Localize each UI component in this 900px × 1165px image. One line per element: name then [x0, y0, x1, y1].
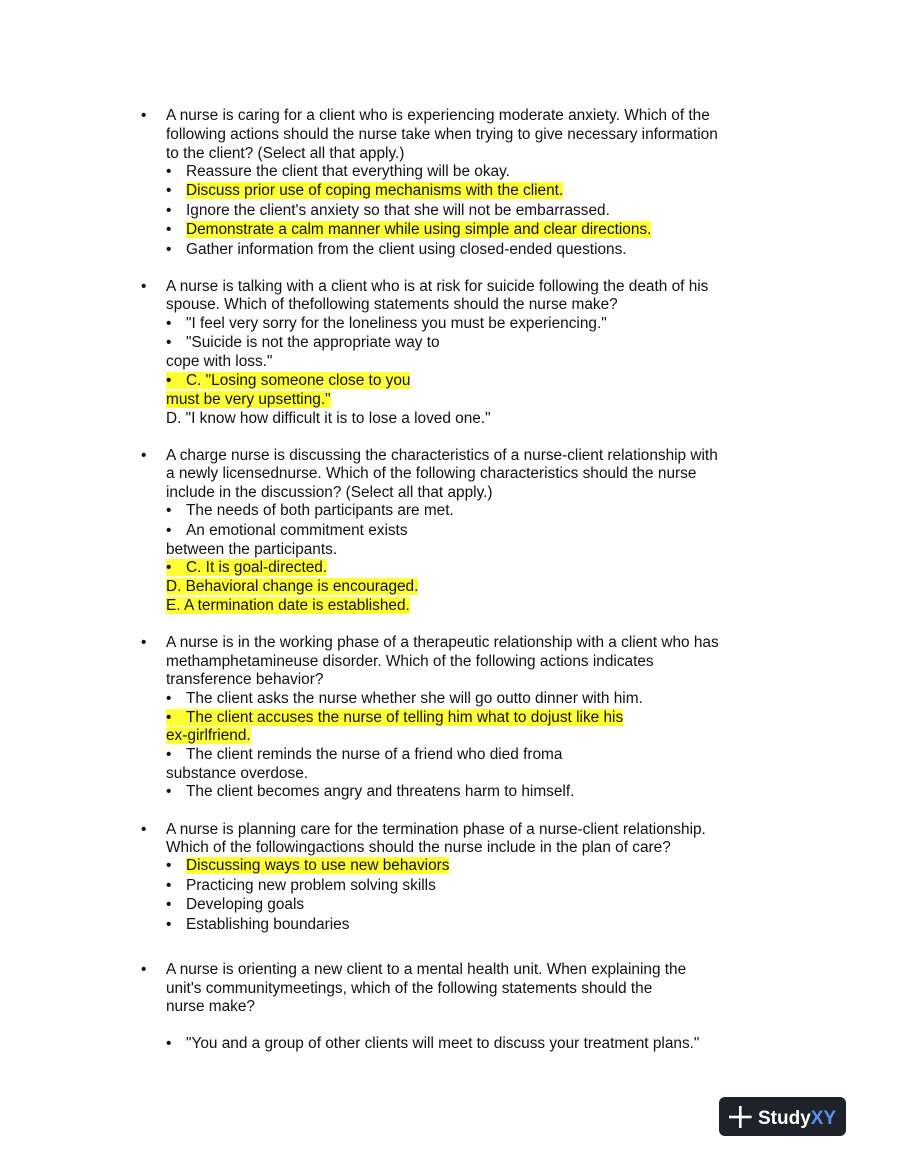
question-stem-line: spouse. Which of thefollowing statements should the nurse make? — [166, 296, 618, 313]
option-bullet: • — [166, 502, 172, 519]
question-stem-line: Which of the followingactions should the nurse include in the plan of care? — [166, 839, 671, 856]
option-bullet: • — [166, 163, 172, 180]
answer-option — [166, 240, 627, 259]
answer-option — [166, 333, 440, 352]
question-bullet: • — [141, 107, 147, 124]
question-stem-line: A nurse is planning care for the termination phase of a nurse-client relationship. — [166, 821, 706, 838]
option-bullet: • — [166, 877, 172, 894]
svg-text:StudyXY — [758, 1108, 836, 1129]
question-bullet: • — [141, 634, 147, 651]
answer-option — [166, 689, 643, 708]
option-bullet: • — [166, 896, 172, 913]
question-bullet: • — [141, 821, 147, 838]
option-bullet: • — [166, 916, 172, 933]
question-stem-line: nurse make? — [166, 998, 255, 1015]
option-text: Gather information from the client using closed-ended questions. — [186, 241, 627, 258]
answer-option — [166, 915, 349, 934]
studyxy-wordmark — [727, 1102, 839, 1132]
option-bullet: • — [166, 746, 172, 763]
question-stem-line: A nurse is talking with a client who is at risk for suicide following the death of his — [166, 278, 709, 295]
option-bullet: • — [166, 221, 172, 238]
answer-option — [166, 501, 454, 520]
answer-option-correct — [166, 181, 563, 200]
option-bullet: • — [166, 783, 172, 800]
option-text: The client reminds the nurse of a friend who died froma — [186, 746, 563, 763]
option-text: The needs of both participants are met. — [186, 502, 454, 519]
option-text: "Suicide is not the appropriate way to — [186, 334, 440, 351]
answer-option — [166, 521, 408, 540]
logo-text-accent: XY — [810, 1107, 836, 1129]
answer-option-correct — [166, 558, 327, 577]
option-bullet: • — [166, 182, 172, 199]
option-text-highlighted: E. A termination date is established. — [166, 597, 410, 614]
question-stem-line: a newly licensednurse. Which of the following characteristics should the nurse — [166, 465, 697, 482]
answer-option — [166, 201, 610, 220]
option-text: Establishing boundaries — [186, 916, 350, 933]
option-bullet: • — [166, 559, 172, 576]
answer-option — [166, 1034, 699, 1053]
answer-option-correct — [166, 596, 410, 615]
option-text-highlighted: The client accuses the nurse of telling him what to dojust like his — [186, 709, 624, 726]
option-text: An emotional commitment exists — [186, 522, 408, 539]
option-bullet: • — [166, 857, 172, 874]
question-stem-line: A nurse is in the working phase of a therapeutic relationship with a client who has — [166, 634, 719, 651]
option-text-highlighted: D. Behavioral change is encouraged. — [166, 578, 419, 595]
option-text: Ignore the client's anxiety so that she will not be embarrassed. — [186, 202, 610, 219]
logo-text-main: Study — [757, 1107, 811, 1129]
option-bullet: • — [166, 241, 172, 258]
question-stem-line: transference behavior? — [166, 671, 324, 688]
option-text-highlighted: Discussing ways to use new behaviors — [186, 857, 450, 874]
answer-option-correct — [166, 371, 410, 390]
studyxy-logo — [719, 1097, 846, 1136]
answer-option-continuation: between the participants. — [166, 541, 338, 558]
plus-icon — [729, 1106, 752, 1128]
option-text-highlighted: C. It is goal-directed. — [186, 559, 328, 576]
question-stem-line: A nurse is orienting a new client to a mental health unit. When explaining the — [166, 961, 687, 978]
option-text-highlighted: Discuss prior use of coping mechanisms with the client. — [186, 182, 564, 199]
question-stem-line: A nurse is caring for a client who is experiencing moderate anxiety. Which of the — [166, 107, 710, 124]
option-text: The client becomes angry and threatens harm to himself. — [186, 783, 575, 800]
option-text: "You and a group of other clients will meet to discuss your treatment plans." — [186, 1035, 700, 1052]
answer-option — [166, 314, 607, 333]
option-bullet: • — [166, 709, 172, 726]
option-text: Practicing new problem solving skills — [186, 877, 436, 894]
question-stem-line: include in the discussion? (Select all that apply.) — [166, 484, 493, 501]
answer-option — [166, 162, 510, 181]
option-bullet: • — [166, 1035, 172, 1052]
answer-option-continuation — [166, 390, 331, 409]
answer-option-correct — [166, 220, 651, 239]
question-stem-line: A charge nurse is discussing the characteristics of a nurse-client relationship with — [166, 447, 718, 464]
answer-option — [166, 895, 304, 914]
option-bullet: • — [166, 315, 172, 332]
option-text-highlighted: must be very upsetting." — [166, 391, 331, 408]
answer-option — [166, 782, 574, 801]
answer-option — [166, 876, 436, 895]
answer-option — [166, 745, 562, 764]
option-bullet: • — [166, 334, 172, 351]
answer-option-correct — [166, 577, 418, 596]
option-text: "I feel very sorry for the loneliness you must be experiencing." — [186, 315, 607, 332]
question-stem-line: methamphetamineuse disorder. Which of the following actions indicates — [166, 653, 654, 670]
option-bullet: • — [166, 372, 172, 389]
question-stem-line: following actions should the nurse take when trying to give necessary information — [166, 126, 718, 143]
answer-option-correct — [166, 708, 623, 727]
answer-option: D. "I know how difficult it is to lose a loved one." — [166, 410, 491, 427]
option-text-highlighted: ex-girlfriend. — [166, 727, 251, 744]
question-bullet: • — [141, 961, 147, 978]
option-text-highlighted: C. "Losing someone close to you — [186, 372, 411, 389]
question-stem-line: to the client? (Select all that apply.) — [166, 145, 405, 162]
option-bullet: • — [166, 522, 172, 539]
option-bullet: • — [166, 690, 172, 707]
question-bullet: • — [141, 447, 147, 464]
option-text-highlighted: Demonstrate a calm manner while using simple and clear directions. — [186, 221, 652, 238]
option-bullet: • — [166, 202, 172, 219]
option-text: Developing goals — [186, 896, 305, 913]
option-text: Reassure the client that everything will be okay. — [186, 163, 510, 180]
answer-option-continuation: cope with loss." — [166, 353, 273, 370]
option-text: The client asks the nurse whether she will go outto dinner with him. — [186, 690, 643, 707]
question-bullet: • — [141, 278, 147, 295]
answer-option-continuation — [166, 726, 251, 745]
question-stem-line: unit's communitymeetings, which of the following statements should the — [166, 980, 653, 997]
answer-option-correct — [166, 856, 449, 875]
answer-option-continuation: substance overdose. — [166, 765, 309, 782]
